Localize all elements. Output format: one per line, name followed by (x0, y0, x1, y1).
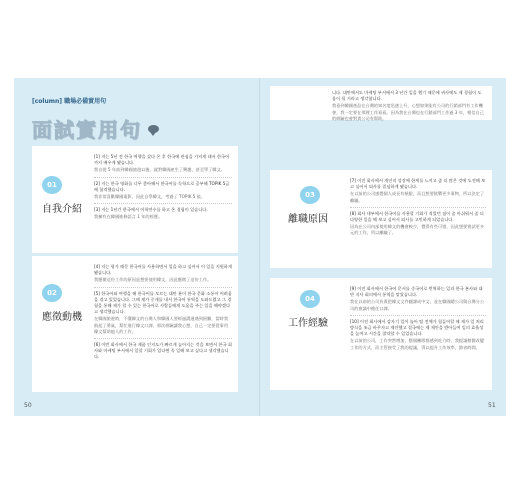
chinese-translation: 我看到韓國產品在台灣的知名度迅速上升，心想如果能有公司的行銷部門有工作機會，我一定要在那裡工作看看。因為我在台灣也在行銷部門工作過 3 年，相信自己的經驗也會對貴公司有幫助。 (332, 103, 484, 121)
continued-text-card (270, 86, 492, 120)
section-topic: 離職原因 (288, 214, 328, 225)
left-page (14, 78, 259, 416)
speech-bubble-icon (148, 125, 159, 133)
divider (94, 287, 232, 288)
section-number-badge: 03 (300, 186, 320, 204)
chinese-translation: 我在以前的公司負責把韓文文件翻譯成中文，並在韓國總公司與台灣分公司的會議中擔任口譯。 (350, 299, 485, 311)
page-title: 面試實用句 (32, 118, 142, 142)
right-page (260, 78, 506, 416)
korean-sentence: [1] 저는 5년 전 한국 여행을 갔다 온 후 한국에 관심을 가지게 돼서 한국어까지 배우게 됐습니다. (94, 154, 230, 166)
chinese-translation: 在韓國旅遊時，不懂韓文的台灣人和韓國人要經過溝通遇到困難，當時我鼓起了勇氣，幫忙進行韓文口譯，那次經驗讓我心想，自己一定要從事用韓文幫助他人的工作。 (94, 316, 229, 334)
divider (94, 338, 232, 339)
korean-sentence: [4] 저는 평가 때문 한국어를 사용하면서 일을 하고 싶어서 이 일을 지원하게 됐습니다. (94, 264, 232, 276)
column-kicker: [column] 職場必備實用句 (32, 98, 107, 105)
chinese-translation: 在以前的公司感覺個人成長有極限，而且想要挑戰更多事物，所以決定了離職。 (350, 191, 485, 203)
chinese-translation: 因為在公司內部使用韓文的機會較少，覺得有些可惜，因此想要嘗試更多元的工作，所以離職了。 (350, 224, 485, 236)
korean-sentence: [5] 한국어와 여행을 해 한국어를 모르는 대만 분이 한국 문화 소통이 어려움을 겪고 있었습니다. 그때 제가 중개를 내서 한국어 통역을 도와드렸고 그 경험을 통해 제가 할 수 있는 한국어로 사람들에게 도움을 주는 일을 해야겠다고 생각했습니다. (94, 290, 232, 315)
page-number: 50 (24, 402, 32, 409)
page-number: 51 (488, 402, 496, 409)
chinese-translation: 我非常喜歡韓國電影，因此自學韓文，考過了 TOPIK 5 級。 (94, 194, 206, 200)
section-text (332, 90, 484, 125)
section-text (350, 286, 486, 354)
korean-sentence: [7] 이전 회사에서 개인적 성장에 한계를 느끼고 좀 더 많은 것에 도전해 보고 싶어서 퇴사를 결심하게 됐습니다. (350, 178, 486, 190)
section-number-badge: 01 (42, 176, 62, 194)
divider (350, 315, 486, 316)
divider (94, 203, 232, 204)
korean-sentence: [9] 이전 회사에서 한국어 문서를 중국어로 번역하는 일과 한국 본사와 대만 지사 회의에서 통역을 맡았습니다. (350, 286, 483, 298)
section-text (94, 264, 232, 362)
page-heading (32, 114, 159, 143)
section-text (350, 178, 486, 240)
section-card-leaving-reason (270, 170, 492, 268)
korean-sentence: [8] 회사 내부에서 한국어를 사용할 기회가 적었던 점이 좀 아쉬워서 좀 더 다양한 일을 해 보고 싶어서 퇴사를 고민하게 되었습니다. (350, 210, 484, 223)
chinese-translation: 我擁有在韓國進修語言 1 年的經歷。 (94, 214, 163, 220)
korean-sentence: [2] 저는 한국 영화를 너무 좋아해서 한국어를 독학으로 공부해 TOPIK 5급에 합격했습니다. (94, 180, 230, 192)
chinese-translation: 我應徵這份工作的原因是想要使用韓文，因此應徵了這份工作。 (94, 277, 212, 283)
section-card-self-intro (32, 146, 238, 253)
section-card-motivation (32, 256, 238, 392)
section-topic: 自我介紹 (42, 204, 82, 215)
korean-sentence: [10] 이전 회사에서 감자기 일이 늘어 팀 전체가 힘들어할 때 제가 일 처리 방식을 조금 바꾸자고 제안했고 결국에는 제 제안을 받아들여 일의 효율성을 높여고 시간을 절약할 수 있었습니다. (350, 318, 484, 337)
section-topic: 工作經驗 (288, 318, 328, 329)
section-text (94, 154, 232, 224)
section-number-badge: 02 (42, 284, 62, 302)
korean-sentence: 니다. 대만에서도 마케팅 부서에서 3 년간 일을 했기 때문에 귀사에도 제 경험이 도움이 될 거라고 생각합니다. (332, 90, 482, 102)
section-topic: 應徵動機 (42, 312, 82, 323)
chinese-translation: 在以前的公司，工作突然增加，整個團隊都感到吃力時，我提議稍微改變工作的方式，而主管接受了我的提議，得以提升工作效率，節省時間。 (350, 338, 485, 350)
section-number-badge: 04 (300, 290, 320, 308)
chinese-translation: 我自從 5 年前到韓國旅遊以後，就對韓國產生了興趣，甚至學了韓文。 (94, 167, 225, 173)
divider (94, 177, 232, 178)
korean-sentence: [3] 저는 1년간 한국에서 어학연수를 하고 온 경험이 있습니다. (94, 207, 208, 213)
section-card-work-experience (270, 278, 492, 390)
divider (350, 207, 486, 208)
korean-sentence: [6] 이번 회사에서 한국 제품 인지도가 빠르게 높아지는 것을 보면서 한국 회사와 마케팅 부서에서 일할 기회가 있다면 꼭 일해 보고 싶다고 생각했습니다. (94, 342, 232, 360)
